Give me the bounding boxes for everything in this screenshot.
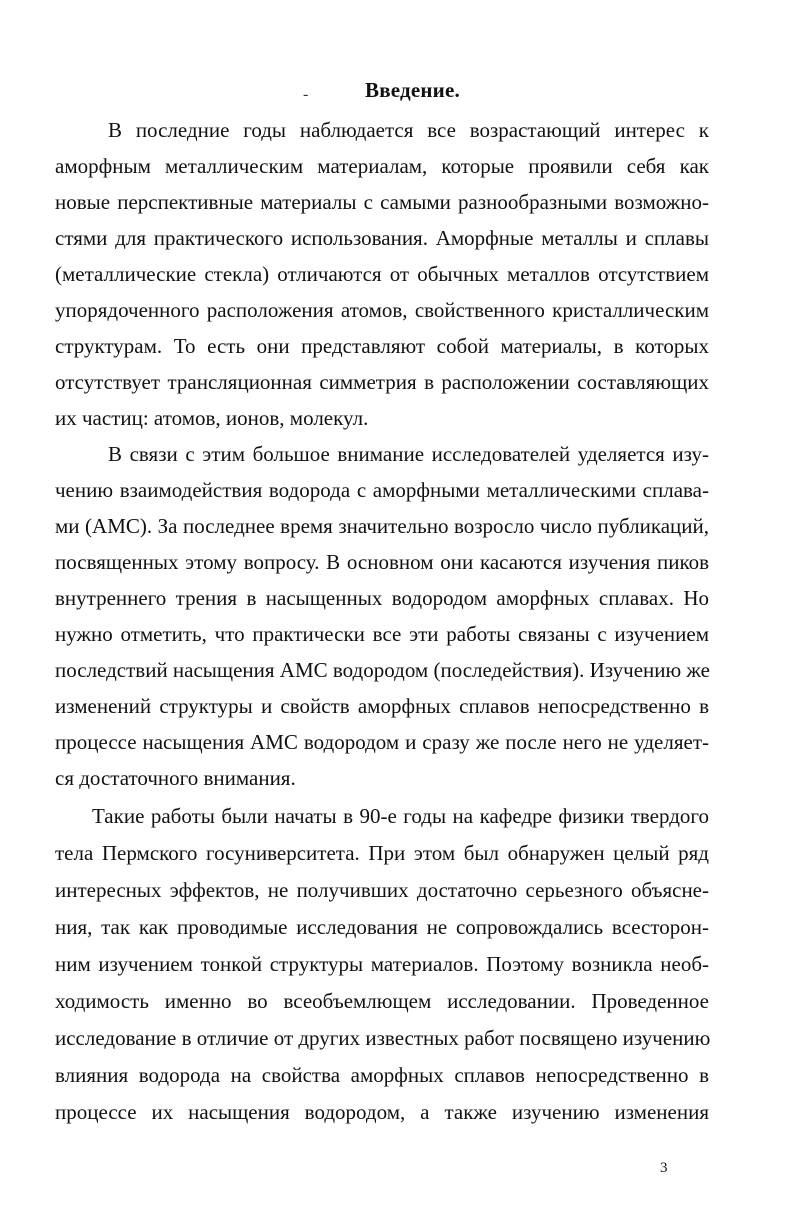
text-line: последствий насыщения АМС водородом (последействия). Изучению же (55, 658, 710, 682)
text-line: процессе их насыщения водородом, а также изучению изменения (55, 1100, 709, 1124)
text-line: стями для практического использования. Аморфные металлы и сплавы (55, 226, 709, 250)
text-line: В связи с этим большое внимание исследователей уделяется изу- (108, 442, 709, 466)
text-line: отсутствует трансляционная симметрия в расположении составляющих (55, 370, 709, 394)
text-line: посвященных этому вопросу. В основном они касаются изучения пиков (55, 550, 709, 574)
text-line: ния, так как проводимые исследования не сопровождались всесторон- (55, 915, 709, 939)
text-line: Такие работы были начаты в 90-е годы на кафедре физики твердого (92, 804, 709, 828)
text-line: изменений структуры и свойств аморфных сплавов непосредственно в (55, 694, 709, 718)
text-line: интересных эффектов, не получивших достаточно серьезного объясне- (55, 878, 709, 902)
text-line: тела Пермского госуниверситета. При этом был обнаружен целый ряд (55, 841, 709, 865)
text-line: процессе насыщения АМС водородом и сразу же после него не уделяет- (55, 730, 709, 754)
text-line: новые перспективные материалы с самыми разнообразными возможно- (55, 190, 709, 214)
text-line: исследование в отличие от других известных работ посвящено изучению (55, 1026, 711, 1050)
text-line: внутреннего трения в насыщенных водородом аморфных сплавах. Но (55, 586, 709, 610)
text-line: их частиц: атомов, ионов, молекул. (55, 406, 369, 430)
text-line: чению взаимодействия водорода с аморфными металлическими сплава- (55, 478, 709, 502)
page-title: Введение. (365, 78, 460, 102)
text-line: (металлические стекла) отличаются от обычных металлов отсутствием (55, 262, 709, 286)
heading-marker: - (303, 86, 309, 103)
text-line: упорядоченного расположения атомов, свойственного кристаллическим (55, 298, 709, 322)
text-line: влияния водорода на свойства аморфных сплавов непосредственно в (55, 1063, 709, 1087)
text-line: аморфным металлическим материалам, которые проявили себя как (55, 154, 709, 178)
text-line: ся достаточного внимания. (55, 766, 296, 790)
text-line: В последние годы наблюдается все возрастающий интерес к (108, 118, 709, 142)
text-line: нужно отметить, что практически все эти работы связаны с изучением (55, 622, 709, 646)
text-line: ми (АМС). За последнее время значительно возросло число публикаций, (55, 514, 709, 538)
text-line: структурам. То есть они представляют собой материалы, в которых (55, 334, 709, 358)
text-line: ним изучением тонкой структуры материалов. Поэтому возникла необ- (55, 952, 709, 976)
page-number: 3 (660, 1160, 668, 1176)
text-line: ходимость именно во всеобъемлющем исследовании. Проведенное (55, 989, 709, 1013)
